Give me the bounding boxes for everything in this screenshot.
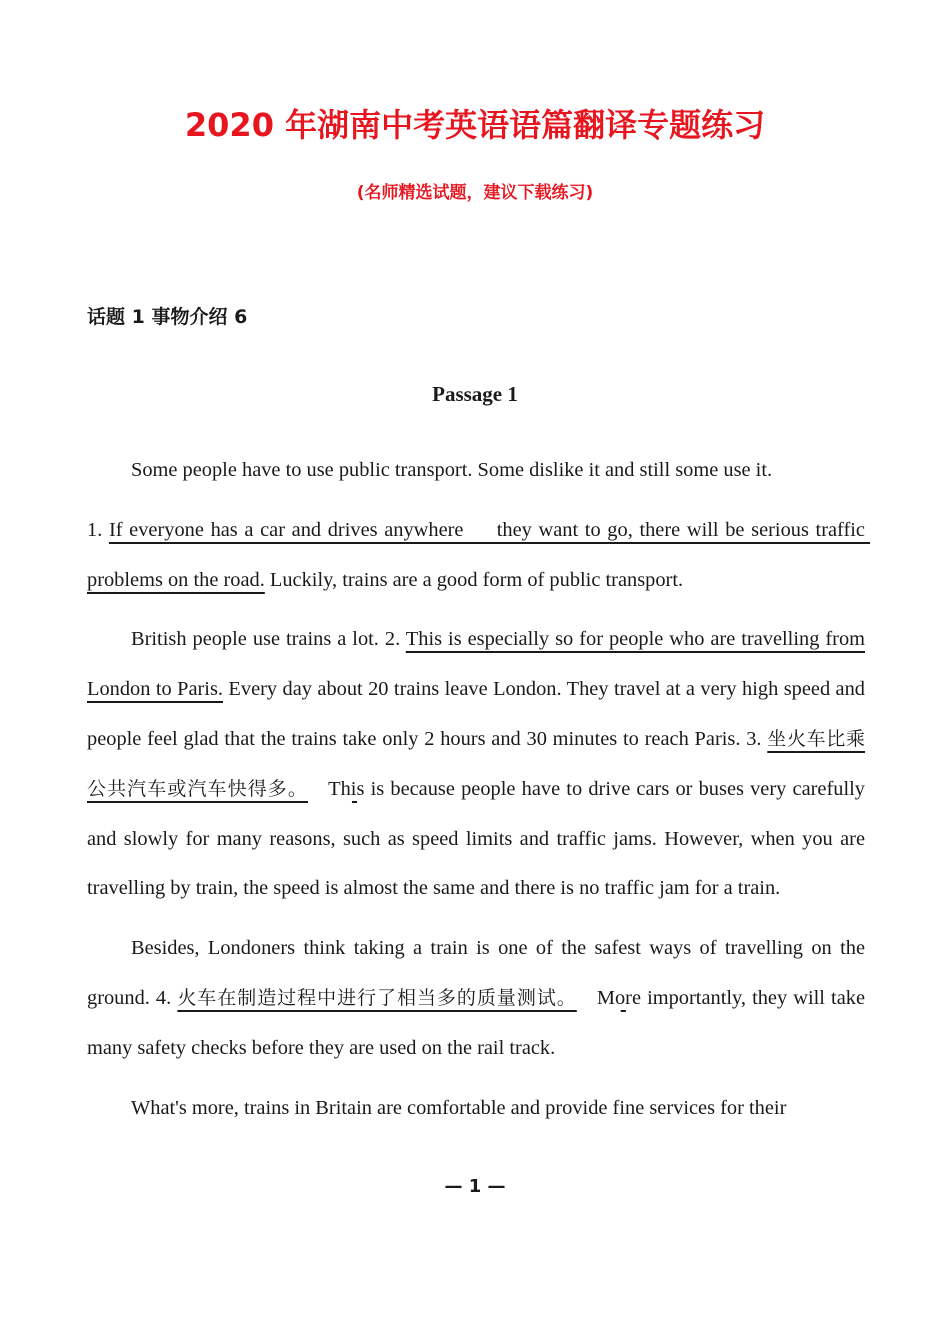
paragraph-4-end: More importantly, they will take many safety checks before they are used on the rail track. [87,986,866,1059]
paragraph-4 [87,924,865,1073]
question-1-sentence: If everyone has a car and drives anywhere they want to go, there will be serious traffic problems on the road. [87,518,871,591]
paragraph-2 [87,506,871,606]
question-1-number: 1. [87,518,103,541]
page-number: — 1 — [444,1176,506,1197]
question-4-blank-tail [577,974,591,1024]
question-2-sentence: This is especially so for people who are travelling from London to Paris. [87,628,865,701]
document-subtitle: (名师精选试题，建议下载练习) [356,183,594,203]
paragraph-3-end: This is because people have to drive cars or buses very carefully and slowly for many reasons, such as speed limits and traffic jams. However, when you are travelling by train, the speed is almost the same and there is no traffic jam for a train. [87,777,865,900]
paragraph-3-lead: British people use trains a lot. 2. [131,628,406,651]
paragraph-5-text: What's more, trains in Britain are comfortable and provide fine services for their [131,1096,787,1119]
paragraph-4-lead: Besides, Londoners think taking a train is one of the safest ways of travelling on the ground. 4. [87,937,865,1009]
topic-heading: 话题 1 事物介绍 6 [87,306,248,328]
paragraph-1-text: Some people have to use public transport. Some dislike it and still some use it. [131,459,773,481]
paragraph-3 [87,615,865,914]
document-title: 2020 年湖南中考英语语篇翻译专题练习 [184,106,766,144]
question-3-blank-tail [308,765,322,815]
paragraph-1 [87,446,865,496]
paragraph-3-middle: Every day about 20 trains leave London. They travel at a very high speed and people feel glad that the trains take only 2 hours and 30 minutes to reach Paris. 3. [87,678,866,750]
paragraph-5 [87,1084,865,1134]
paragraph-2-rest: Luckily, trains are a good form of public transport. [264,568,684,591]
question-4-sentence: 火车在制造过程中进行了相当多的质量测试。 [177,986,577,1009]
question-3-sentence: 坐火车比乘公共汽车或汽车快得多。 [87,727,865,800]
passage-title: Passage 1 [432,382,518,406]
passage-body [87,446,871,1143]
